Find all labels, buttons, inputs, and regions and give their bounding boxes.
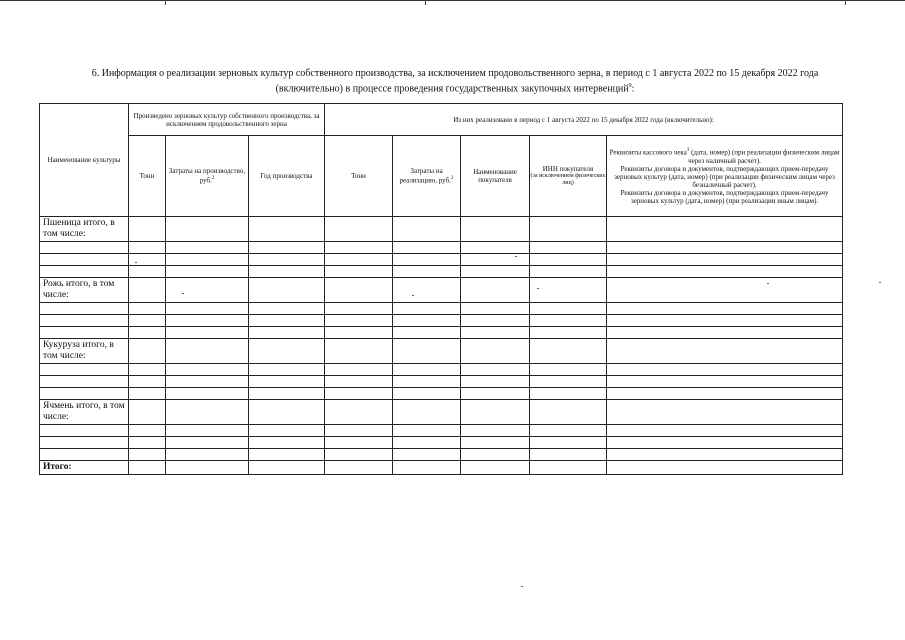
cell[interactable] [249,315,325,327]
scan-speck [182,293,184,294]
cell[interactable] [325,425,393,437]
cell[interactable] [249,425,325,437]
cell[interactable] [166,400,249,425]
cell[interactable] [249,278,325,303]
cell[interactable] [461,437,530,449]
crop-wheat: Пшеница итого, в том числе: [40,217,129,242]
cell[interactable] [607,400,843,425]
cell[interactable] [607,425,843,437]
cell[interactable] [607,303,843,315]
cell[interactable] [607,266,843,278]
cell[interactable] [607,437,843,449]
cell[interactable] [607,217,843,242]
requisites-cashless: Реквизиты договора и документов, подтверждающих прием-передачу зерновых культур (дата, номер) (при реализации физическим лицам через безналичный расчет). [614,164,835,189]
cell[interactable] [461,425,530,437]
scan-speck [767,283,769,284]
cell[interactable] [530,303,607,315]
cell[interactable] [393,315,461,327]
header-costs-production: Затраты на производство, руб.$^2$ [166,136,249,217]
cell[interactable] [40,376,129,388]
table-row [40,266,843,278]
cell[interactable] [166,364,249,376]
header-row-2 [40,136,843,217]
cell[interactable] [393,254,461,266]
cell[interactable] [325,327,393,339]
cell[interactable] [325,364,393,376]
cell[interactable] [461,461,530,475]
cell[interactable] [530,449,607,461]
cell[interactable] [129,278,166,303]
cell[interactable] [166,437,249,449]
table-row [40,400,843,425]
cell[interactable] [129,266,166,278]
table-row [40,388,843,400]
cell[interactable] [393,425,461,437]
cell[interactable] [461,327,530,339]
cell[interactable] [166,266,249,278]
cell[interactable] [607,461,843,475]
cell[interactable] [393,364,461,376]
scan-speck [135,262,137,263]
cell[interactable] [166,254,249,266]
cell[interactable] [607,376,843,388]
cell[interactable] [249,242,325,254]
table-row [40,217,843,242]
header-tonn: Тонн [129,136,166,217]
cell[interactable] [530,388,607,400]
cell[interactable] [325,400,393,425]
cell[interactable] [607,278,843,303]
cell[interactable] [325,449,393,461]
cell[interactable] [461,376,530,388]
cell[interactable] [393,327,461,339]
cell[interactable] [249,388,325,400]
cell[interactable] [607,315,843,327]
cell[interactable] [530,339,607,364]
total-row [40,461,843,475]
cell[interactable] [607,388,843,400]
cell[interactable] [166,315,249,327]
cell[interactable] [325,303,393,315]
cell[interactable] [40,327,129,339]
cell[interactable] [166,388,249,400]
cell[interactable] [393,437,461,449]
cell[interactable] [530,242,607,254]
title-line-2: (включительно) в процессе проведения государственных закупочных интервенций$^9$: [275,83,635,95]
cell[interactable] [166,339,249,364]
cell[interactable] [40,254,129,266]
cell[interactable] [166,376,249,388]
cell[interactable] [530,437,607,449]
cell[interactable] [249,437,325,449]
cell[interactable] [166,278,249,303]
header-requisites [607,136,843,217]
cell[interactable] [40,303,129,315]
cell[interactable] [461,449,530,461]
cell[interactable] [129,400,166,425]
cell[interactable] [40,425,129,437]
cell[interactable] [607,254,843,266]
crop-rye: Рожь итого, в том числе: [40,278,129,303]
cell[interactable] [129,254,166,266]
cell[interactable] [607,339,843,364]
total-label: Итого: [40,461,129,475]
cell[interactable] [461,364,530,376]
cell[interactable] [393,242,461,254]
cell[interactable] [166,449,249,461]
cell[interactable] [325,266,393,278]
cell[interactable] [129,242,166,254]
cell[interactable] [530,327,607,339]
crop-corn: Кукуруза итого, в том числе: [40,339,129,364]
title-line-1: 6. Информация о реализации зерновых культур собственного производства, за исключением продовольственного зерна, в период с 1 августа 2022 по 15 декабря 2022 года [91,68,819,79]
table-row [40,254,843,266]
cell[interactable] [461,339,530,364]
cell[interactable] [40,364,129,376]
cell[interactable] [129,425,166,437]
cell[interactable] [249,327,325,339]
cell[interactable] [461,278,530,303]
table-row [40,339,843,364]
cell[interactable] [530,376,607,388]
cell[interactable] [461,400,530,425]
cell[interactable] [40,242,129,254]
table-row [40,315,843,327]
cell[interactable] [325,388,393,400]
scan-top-edge [0,0,905,1]
cell[interactable] [461,217,530,242]
cell[interactable] [461,254,530,266]
cell[interactable] [461,242,530,254]
cell[interactable] [166,461,249,475]
cell[interactable] [393,217,461,242]
cell[interactable] [530,278,607,303]
sales-table [39,103,843,475]
scan-speck [879,282,881,283]
cell[interactable] [249,254,325,266]
cell[interactable] [530,461,607,475]
cell[interactable] [530,364,607,376]
table-row [40,327,843,339]
scan-speck [537,288,539,289]
header-produced-group: Произведено зерновых культур собственного производства, за исключением продовольственного зерна [129,104,325,136]
cell[interactable] [129,315,166,327]
header-row-1 [40,104,843,136]
header-costs-sale: Затраты на реализацию, руб.$^2$ [393,136,461,217]
scan-mark [425,0,426,5]
cell[interactable] [325,315,393,327]
requisites-other: Реквизиты договора и документов, подтверждающих прием-передачу зерновых культур (дата, номер) (при реализации иным лицам). [620,188,829,205]
crop-barley: Ячмень итого, в том числе: [40,400,129,425]
cell[interactable] [393,400,461,425]
header-crop-name: Наименование культуры [40,104,129,217]
cell[interactable] [393,376,461,388]
header-year: Год производства [249,136,325,217]
cell[interactable] [325,278,393,303]
cell[interactable] [249,339,325,364]
table-row [40,449,843,461]
cell[interactable] [40,266,129,278]
cell[interactable] [129,437,166,449]
cell[interactable] [166,327,249,339]
cell[interactable] [40,437,129,449]
cell[interactable] [129,461,166,475]
cell[interactable] [249,400,325,425]
cell[interactable] [393,303,461,315]
cell[interactable] [129,339,166,364]
cell[interactable] [129,364,166,376]
cell[interactable] [607,449,843,461]
cell[interactable] [530,400,607,425]
scan-speck [521,586,523,587]
scan-mark [165,0,166,5]
scan-speck [515,256,517,257]
cell[interactable] [129,449,166,461]
cell[interactable] [393,266,461,278]
cell[interactable] [530,425,607,437]
header-buyer: Наименование покупателя [461,136,530,217]
cell[interactable] [461,303,530,315]
cell[interactable] [166,303,249,315]
cell[interactable] [249,461,325,475]
cell[interactable] [166,425,249,437]
cell[interactable] [166,242,249,254]
cell[interactable] [325,376,393,388]
cell[interactable] [393,339,461,364]
cell[interactable] [40,315,129,327]
cell[interactable] [393,449,461,461]
cell[interactable] [249,364,325,376]
cell[interactable] [325,242,393,254]
requisites-cash: Реквизиты кассового чека$^3$ (дата, номер) (при реализации физическим лицам через наличный расчет). [609,148,840,165]
table-row [40,278,843,303]
table-row [40,425,843,437]
cell[interactable] [40,388,129,400]
scan-speck [412,295,414,296]
table-row [40,364,843,376]
table-row [40,376,843,388]
cell[interactable] [461,388,530,400]
cell[interactable] [607,364,843,376]
cell[interactable] [129,376,166,388]
cell[interactable] [393,278,461,303]
cell[interactable] [249,303,325,315]
cell[interactable] [325,339,393,364]
section-title [40,68,870,95]
cell[interactable] [607,242,843,254]
header-inn: ИНН покупателя (за исключением физических лиц) [530,136,607,217]
cell[interactable] [249,376,325,388]
cell[interactable] [530,254,607,266]
header-sold-group: Из них реализовано в период с 1 августа 2022 по 15 декабря 2022 года (включительно): [325,104,843,136]
cell[interactable] [166,217,249,242]
cell[interactable] [530,217,607,242]
cell[interactable] [249,449,325,461]
cell[interactable] [325,437,393,449]
cell[interactable] [325,461,393,475]
cell[interactable] [607,327,843,339]
header-inn-note: (за исключением физических лиц) [530,173,606,186]
cell[interactable] [129,217,166,242]
cell[interactable] [530,266,607,278]
table-row [40,303,843,315]
cell[interactable] [393,388,461,400]
cell[interactable] [40,449,129,461]
cell[interactable] [530,315,607,327]
table-row [40,437,843,449]
cell[interactable] [393,461,461,475]
header-tonn-sold: Тонн [325,136,393,217]
cell[interactable] [325,217,393,242]
cell[interactable] [249,266,325,278]
table-row [40,242,843,254]
scan-mark [845,0,846,5]
cell[interactable] [129,303,166,315]
cell[interactable] [129,327,166,339]
cell[interactable] [325,254,393,266]
cell[interactable] [461,266,530,278]
cell[interactable] [461,315,530,327]
cell[interactable] [249,217,325,242]
cell[interactable] [129,388,166,400]
